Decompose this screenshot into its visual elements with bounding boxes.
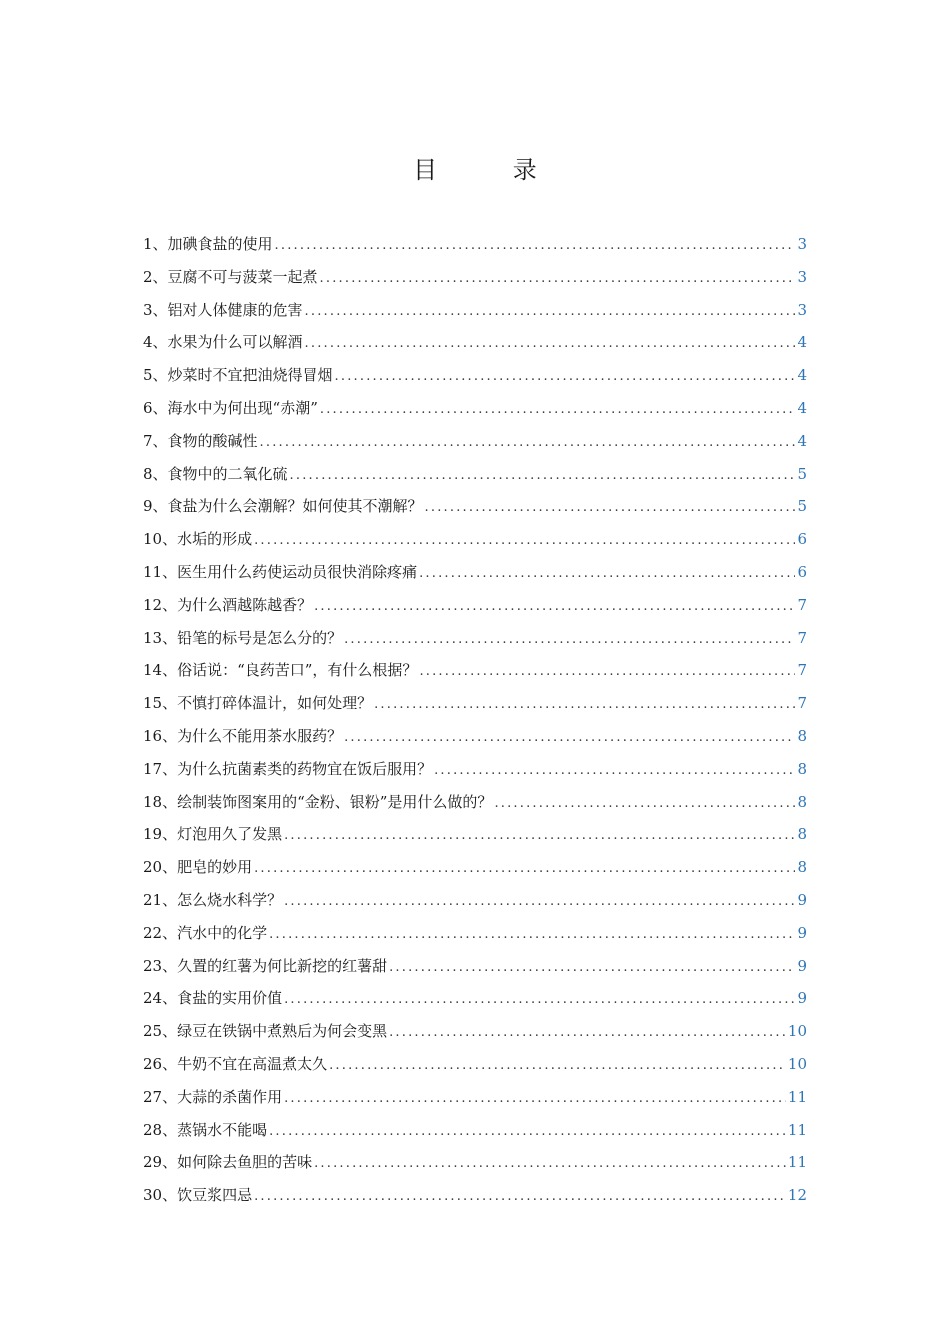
toc-entry[interactable] [143, 654, 807, 687]
toc-entry-label: 14、俗话说：“良药苦口”，有什么根据？ [143, 661, 418, 680]
toc-entry-label: 25、绿豆在铁锅中煮熟后为何会变黑 [143, 1022, 388, 1041]
toc-entry-label: 26、牛奶不宜在高温煮太久 [143, 1054, 328, 1073]
toc-entry-label: 17、为什么抗菌素类的药物宜在饭后服用？ [143, 759, 433, 778]
toc-page-number[interactable]: 8 [797, 825, 807, 844]
toc-entry-label: 18、绘制装饰图案用的“金粉、银粉”是用什么做的？ [143, 792, 493, 811]
toc-page-number[interactable]: 4 [797, 366, 807, 385]
toc-page-number[interactable]: 7 [797, 628, 807, 647]
toc-entry[interactable] [143, 1081, 807, 1114]
toc-entry-label: 11、医生用什么药使运动员很快消除疼痛 [143, 562, 418, 581]
dot-leader [494, 788, 795, 821]
toc-entry-label: 29、如何除去鱼胆的苦味 [143, 1153, 313, 1172]
toc-entry[interactable] [143, 884, 807, 917]
toc-entry[interactable] [143, 392, 807, 425]
dot-leader [329, 1050, 786, 1083]
toc-page-number[interactable]: 11 [787, 1087, 807, 1106]
dot-leader [314, 591, 795, 624]
toc-entry[interactable] [143, 851, 807, 884]
toc-entry-label: 10、水垢的形成 [143, 530, 253, 549]
toc-entry-label: 1、加碘食盐的使用 [143, 235, 273, 253]
toc-page-number[interactable]: 4 [797, 398, 807, 417]
toc-entry[interactable] [143, 917, 807, 950]
dot-leader [254, 525, 795, 558]
toc-page-number[interactable]: 8 [797, 759, 807, 778]
dot-leader [419, 558, 795, 591]
toc-entry[interactable] [143, 556, 807, 589]
toc-page-number[interactable]: 10 [787, 1022, 807, 1041]
toc-entry-label: 3、铝对人体健康的危害 [143, 300, 303, 319]
toc-entry-label: 13、铅笔的标号是怎么分的？ [143, 628, 343, 647]
toc-entry-label: 28、蒸锅水不能喝 [143, 1120, 268, 1139]
toc-page-number[interactable]: 5 [797, 464, 807, 483]
dot-leader [419, 656, 795, 689]
dot-leader [374, 689, 795, 722]
toc-page-number[interactable]: 3 [797, 300, 807, 319]
toc-page-number[interactable]: 9 [797, 956, 807, 975]
toc-entry[interactable] [143, 687, 807, 720]
toc-page-number[interactable]: 9 [797, 890, 807, 909]
toc-entry[interactable] [143, 490, 807, 523]
dot-leader [344, 624, 795, 657]
toc-page-number[interactable]: 7 [797, 595, 807, 614]
toc-entry[interactable] [143, 228, 807, 261]
toc-entry[interactable] [143, 294, 807, 327]
toc-entry-label: 4、水果为什么可以解酒 [143, 333, 303, 352]
toc-entry-label: 30、饮豆浆四忌 [143, 1186, 253, 1205]
toc-entry-label: 8、食物中的二氧化硫 [143, 464, 288, 483]
toc-page-number[interactable]: 6 [797, 562, 807, 581]
toc-page-number[interactable]: 12 [787, 1186, 807, 1205]
toc-page-number[interactable]: 6 [797, 530, 807, 549]
toc-entry-label: 20、肥皂的妙用 [143, 858, 253, 877]
toc-entry[interactable] [143, 589, 807, 622]
dot-leader [389, 1017, 786, 1050]
dot-leader [254, 1181, 786, 1214]
toc-entry-label: 21、怎么烧水科学？ [143, 890, 283, 909]
toc-entry-label: 27、大蒜的杀菌作用 [143, 1087, 283, 1106]
toc-page-number[interactable]: 11 [787, 1120, 807, 1139]
toc-list [143, 228, 807, 1212]
toc-page-number[interactable]: 3 [797, 267, 807, 286]
toc-entry[interactable] [143, 720, 807, 753]
toc-page-number[interactable]: 9 [797, 923, 807, 942]
toc-entry[interactable] [143, 1048, 807, 1081]
toc-entry[interactable] [143, 326, 807, 359]
toc-entry[interactable] [143, 786, 807, 819]
toc-entry-label: 16、为什么不能用茶水服药？ [143, 726, 343, 745]
toc-entry-label: 7、食物的酸碱性 [143, 431, 258, 450]
toc-entry[interactable] [143, 1015, 807, 1048]
dot-leader [284, 984, 795, 1017]
toc-entry[interactable] [143, 261, 807, 294]
toc-entry-label: 19、灯泡用久了发黑 [143, 825, 283, 844]
dot-leader [275, 230, 796, 263]
toc-entry-label: 12、为什么酒越陈越香？ [143, 595, 313, 614]
toc-page-number[interactable]: 8 [797, 726, 807, 745]
toc-entry-label: 15、不慎打碎体温计，如何处理？ [143, 694, 373, 713]
toc-entry[interactable] [143, 818, 807, 851]
toc-page-number[interactable]: 10 [787, 1054, 807, 1073]
toc-entry-label: 2、豆腐不可与菠菜一起煮 [143, 267, 318, 286]
dot-leader [254, 853, 795, 886]
toc-page-number[interactable]: 11 [787, 1153, 807, 1172]
dot-leader [269, 1116, 786, 1149]
toc-entry[interactable] [143, 982, 807, 1015]
toc-entry[interactable] [143, 1146, 807, 1179]
toc-page-number[interactable]: 5 [797, 497, 807, 516]
dot-leader [284, 1083, 786, 1116]
dot-leader [305, 328, 796, 361]
dot-leader [344, 722, 795, 755]
toc-title: 目 录 [413, 156, 571, 184]
toc-entry[interactable] [143, 950, 807, 983]
toc-entry[interactable] [143, 458, 807, 491]
toc-page-number[interactable]: 7 [797, 661, 807, 680]
toc-entry-label: 23、久置的红薯为何比新挖的红薯甜 [143, 956, 388, 975]
dot-leader [434, 755, 795, 788]
dot-leader [284, 820, 795, 853]
dot-leader [269, 919, 795, 952]
toc-page-number[interactable]: 8 [797, 792, 807, 811]
dot-leader [335, 361, 796, 394]
dot-leader [284, 886, 795, 919]
toc-entry-label: 22、汽水中的化学 [143, 923, 268, 942]
dot-leader [290, 460, 796, 493]
toc-entry[interactable] [143, 1179, 807, 1212]
dot-leader [389, 952, 795, 985]
dot-leader [305, 296, 796, 329]
dot-leader [425, 492, 796, 525]
toc-entry[interactable] [143, 523, 807, 556]
toc-entry[interactable] [143, 622, 807, 655]
toc-page-number[interactable]: 8 [797, 858, 807, 877]
dot-leader [320, 394, 796, 427]
toc-entry-label: 9、食盐为什么会潮解？如何使其不潮解？ [143, 497, 423, 516]
toc-page-number[interactable]: 4 [797, 431, 807, 450]
dot-leader [320, 263, 796, 296]
toc-page-number[interactable]: 9 [797, 989, 807, 1008]
toc-entry[interactable] [143, 359, 807, 392]
toc-entry-label: 6、海水中为何出现“赤潮” [143, 398, 318, 417]
toc-entry-label: 5、炒菜时不宜把油烧得冒烟 [143, 366, 333, 385]
toc-entry[interactable] [143, 425, 807, 458]
toc-page-number[interactable]: 3 [797, 235, 807, 253]
toc-entry[interactable] [143, 753, 807, 786]
toc-page-number[interactable]: 7 [797, 694, 807, 713]
toc-entry[interactable] [143, 1114, 807, 1147]
toc-entry-label: 24、食盐的实用价值 [143, 989, 283, 1008]
dot-leader [314, 1148, 786, 1181]
toc-page-number[interactable]: 4 [797, 333, 807, 352]
dot-leader [260, 427, 796, 460]
